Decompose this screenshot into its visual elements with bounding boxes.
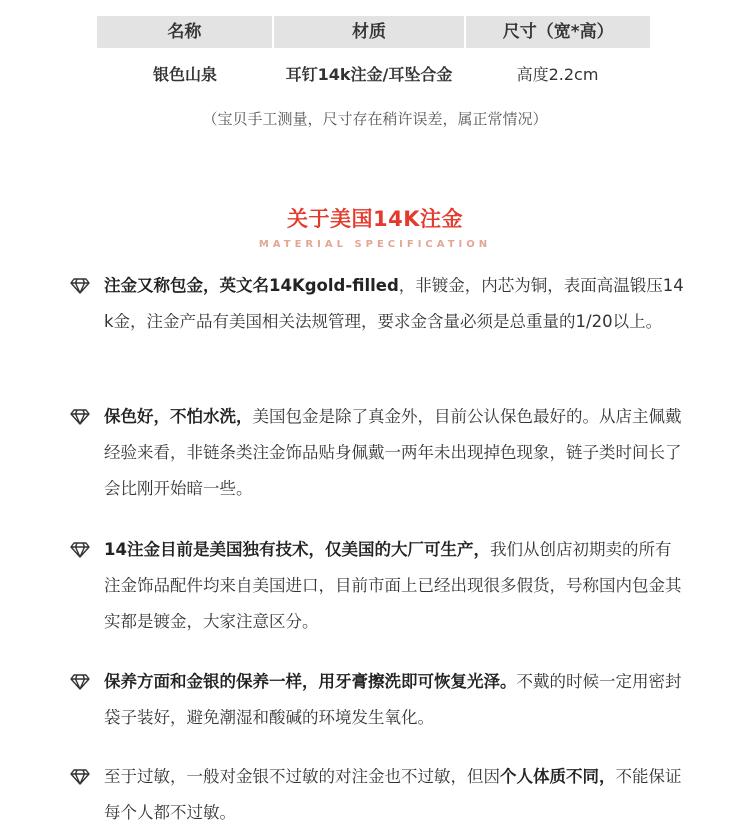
spec-table-row (97, 60, 650, 90)
item-text (104, 268, 686, 340)
diamond-outline-icon (70, 409, 90, 425)
item-bold-text: 14注金目前是美国独有技术，仅美国的大厂可生产， (104, 540, 490, 559)
item-text (104, 759, 686, 831)
measurement-note: （宝贝手工测量，尺寸存在稍许误差，属正常情况） (202, 110, 548, 128)
item-text (104, 664, 686, 736)
item-bold-text: 注金又称包金，英文名14Kgold-filled (104, 276, 399, 295)
item-text (104, 532, 686, 640)
spec-table-header (97, 16, 650, 48)
list-item (70, 664, 690, 736)
diamond-outline-icon (70, 278, 90, 294)
item-leading-text: 至于过敏，一般对金银不过敏的对注金也不过敏，但因 (104, 767, 500, 786)
item-bold-text: 保色好，不怕水洗， (104, 407, 253, 426)
value-name: 银色山泉 (152, 65, 217, 84)
list-item (70, 759, 690, 831)
diamond-outline-icon (70, 769, 90, 785)
header-material: 材质 (272, 16, 465, 48)
item-bold-text: 保养方面和金银的保养一样，用牙膏擦洗即可恢复光泽。 (104, 672, 517, 691)
item-text (104, 399, 686, 507)
section-subtitle: MATERIAL SPECIFICATION (258, 239, 492, 250)
list-item (70, 268, 690, 340)
header-name: 名称 (167, 22, 202, 42)
diamond-outline-icon (70, 674, 90, 690)
section-title: 关于美国14K注金 (287, 207, 463, 231)
item-bold-text: 个人体质不同， (500, 767, 616, 786)
list-item (70, 532, 690, 640)
diamond-outline-icon (70, 542, 90, 558)
value-material: 耳钉14k注金/耳坠合金 (285, 65, 453, 84)
item-body-text: 不能保证每个人都不过敏。 (104, 767, 682, 822)
item-body-text: ，非镀金，内芯为铜，表面高温锻压14k金，注金产品有美国相关法规管理，要求金含量必须是总重量的1/20以上。 (104, 276, 684, 331)
spec-table (97, 16, 650, 90)
item-body-text: 不戴的时候一定用密封袋子装好，避免潮湿和酸碱的环境发生氧化。 (104, 672, 682, 727)
item-body-text: 我们从创店初期卖的所有注金饰品配件均来自美国进口，目前市面上已经出现很多假货，号称国内包金其实都是镀金，大家注意区分。 (104, 540, 682, 631)
value-size: 高度2.2cm (516, 65, 599, 84)
header-size: 尺寸（宽*高） (464, 16, 650, 48)
item-body-text: 美国包金是除了真金外，目前公认保色最好的。从店主佩戴经验来看，非链条类注金饰品贴身佩戴一两年未出现掉色现象，链子类时间长了会比刚开始暗一些。 (104, 407, 682, 498)
list-item (70, 399, 690, 507)
